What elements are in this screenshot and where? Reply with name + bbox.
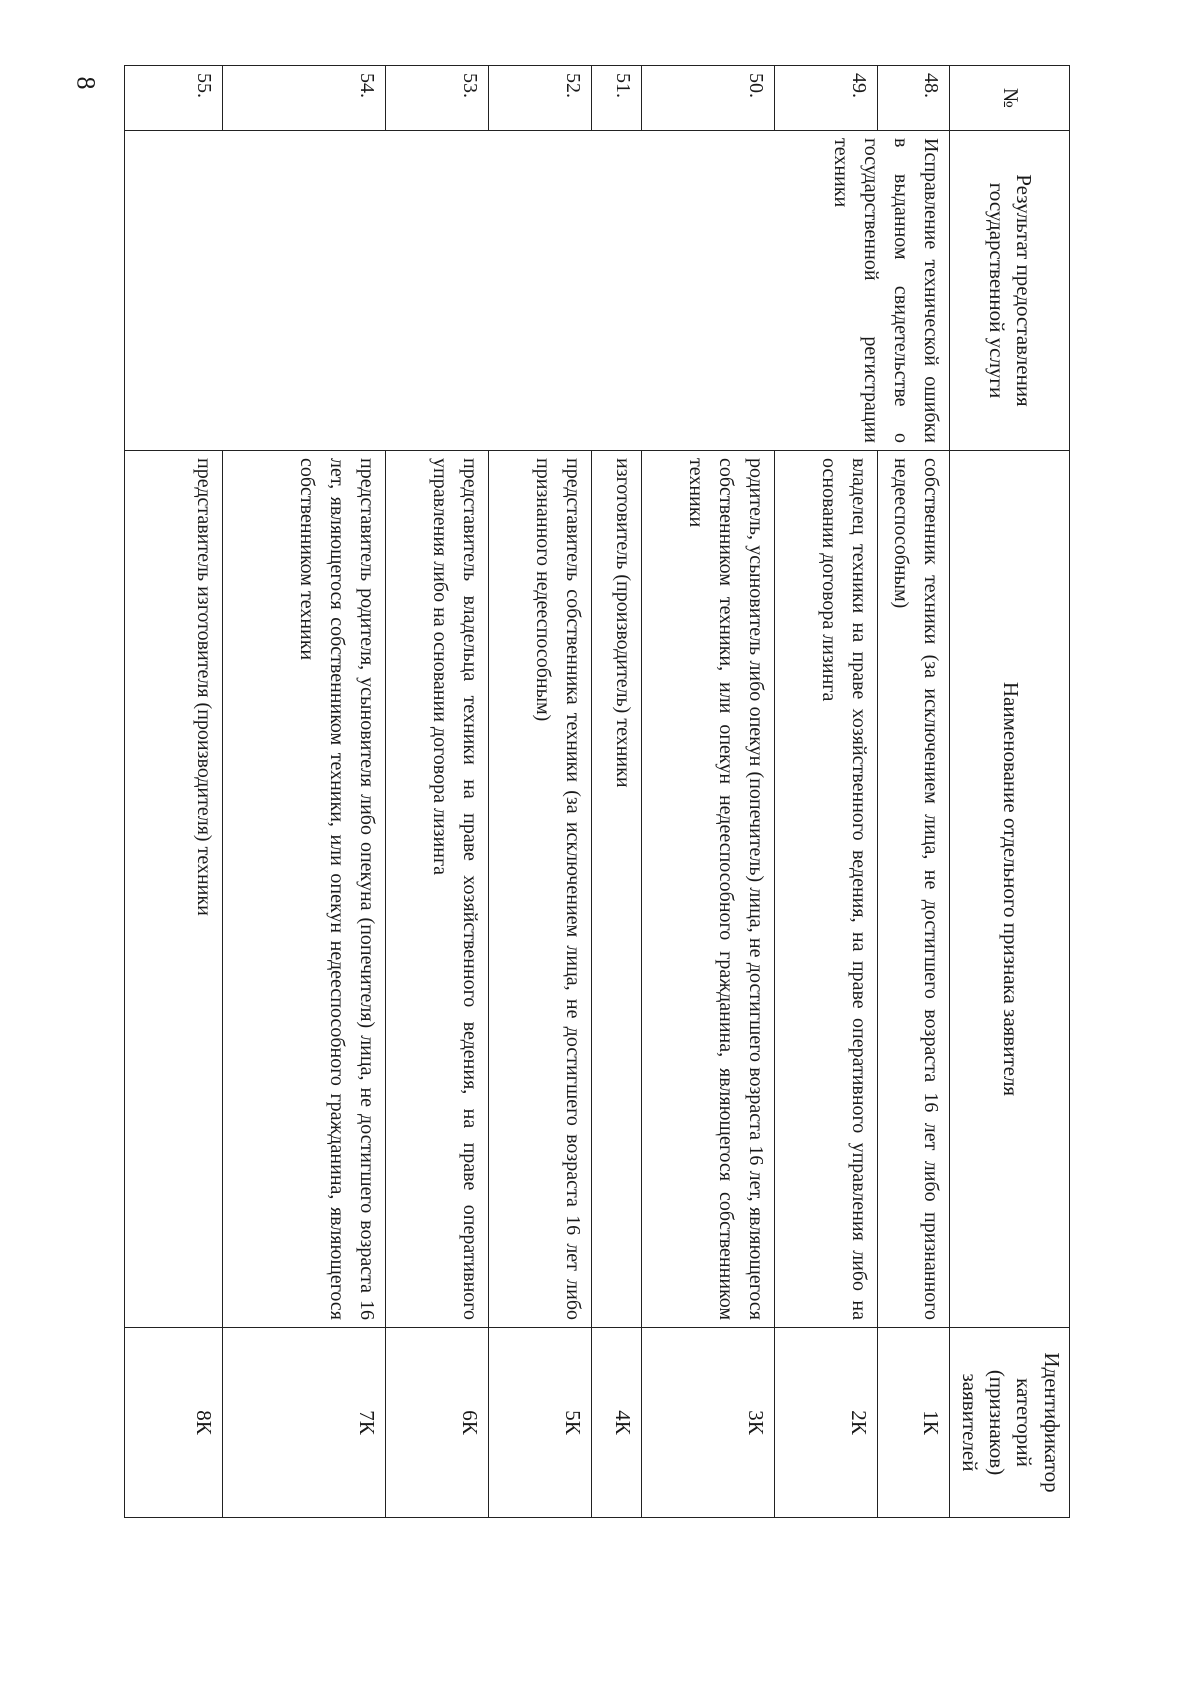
- applicant-attribute: представитель собственника техники (за исключением лица, не достигшего возраста 16 лет либо признанного недееспособным): [489, 451, 592, 1328]
- applicant-attribute: представитель родителя, усыновителя либо опекуна (попечителя) лица, не достигшего возраста 16 лет, являющегося собственником техники, или опекун недееспособного гражданина, являющегося собственником техники: [223, 451, 386, 1328]
- table-header-row: [950, 66, 1070, 1518]
- service-result-cell: Исправление технической ошибки в выданном свидетельстве о государственной регистрации техники: [125, 131, 950, 451]
- applicant-categories-table: [124, 65, 1070, 1518]
- table-row: [878, 66, 950, 1518]
- row-number: 48.: [878, 66, 950, 131]
- category-id: 6К: [386, 1328, 489, 1518]
- row-number: 55.: [125, 66, 223, 131]
- row-number: 52.: [489, 66, 592, 131]
- row-number: 53.: [386, 66, 489, 131]
- row-number: 50.: [642, 66, 775, 131]
- category-id: 2К: [775, 1328, 878, 1518]
- category-id: 5К: [489, 1328, 592, 1518]
- category-id: 4К: [592, 1328, 642, 1518]
- page-number: 8: [71, 76, 101, 90]
- row-number: 54.: [223, 66, 386, 131]
- header-result: Результат предоставления государственной услуги: [950, 131, 1070, 451]
- header-category-id: Идентификатор категорий (признаков) заявителей: [950, 1328, 1070, 1518]
- category-id: 7К: [223, 1328, 386, 1518]
- applicant-attribute: собственник техники (за исключением лица, не достигшего возраста 16 лет либо признанного недееспособным): [878, 451, 950, 1328]
- applicant-attribute: представитель владельца техники на праве хозяйственного ведения, на праве оперативного управления либо на основании договора лизинга: [386, 451, 489, 1328]
- header-number: №: [950, 66, 1070, 131]
- row-number: 49.: [775, 66, 878, 131]
- applicant-attribute: владелец техники на праве хозяйственного ведения, на праве оперативного управления либо на основании договора лизинга: [775, 451, 878, 1328]
- applicant-attribute: родитель, усыновитель либо опекун (попечитель) лица, не достигшего возраста 16 лет, являющегося собственником техники, или опекун недееспособного гражданина, являющегося собственником техники: [642, 451, 775, 1328]
- category-id: 3К: [642, 1328, 775, 1518]
- row-number: 51.: [592, 66, 642, 131]
- category-id: 1К: [878, 1328, 950, 1518]
- applicant-attribute: изготовитель (производитель) техники: [592, 451, 642, 1328]
- header-applicant-attribute: Наименование отдельного признака заявителя: [950, 451, 1070, 1328]
- applicant-attribute: представитель изготовителя (производителя) техники: [125, 451, 223, 1328]
- rotated-table-container: [125, 65, 1070, 1517]
- category-id: 8К: [125, 1328, 223, 1518]
